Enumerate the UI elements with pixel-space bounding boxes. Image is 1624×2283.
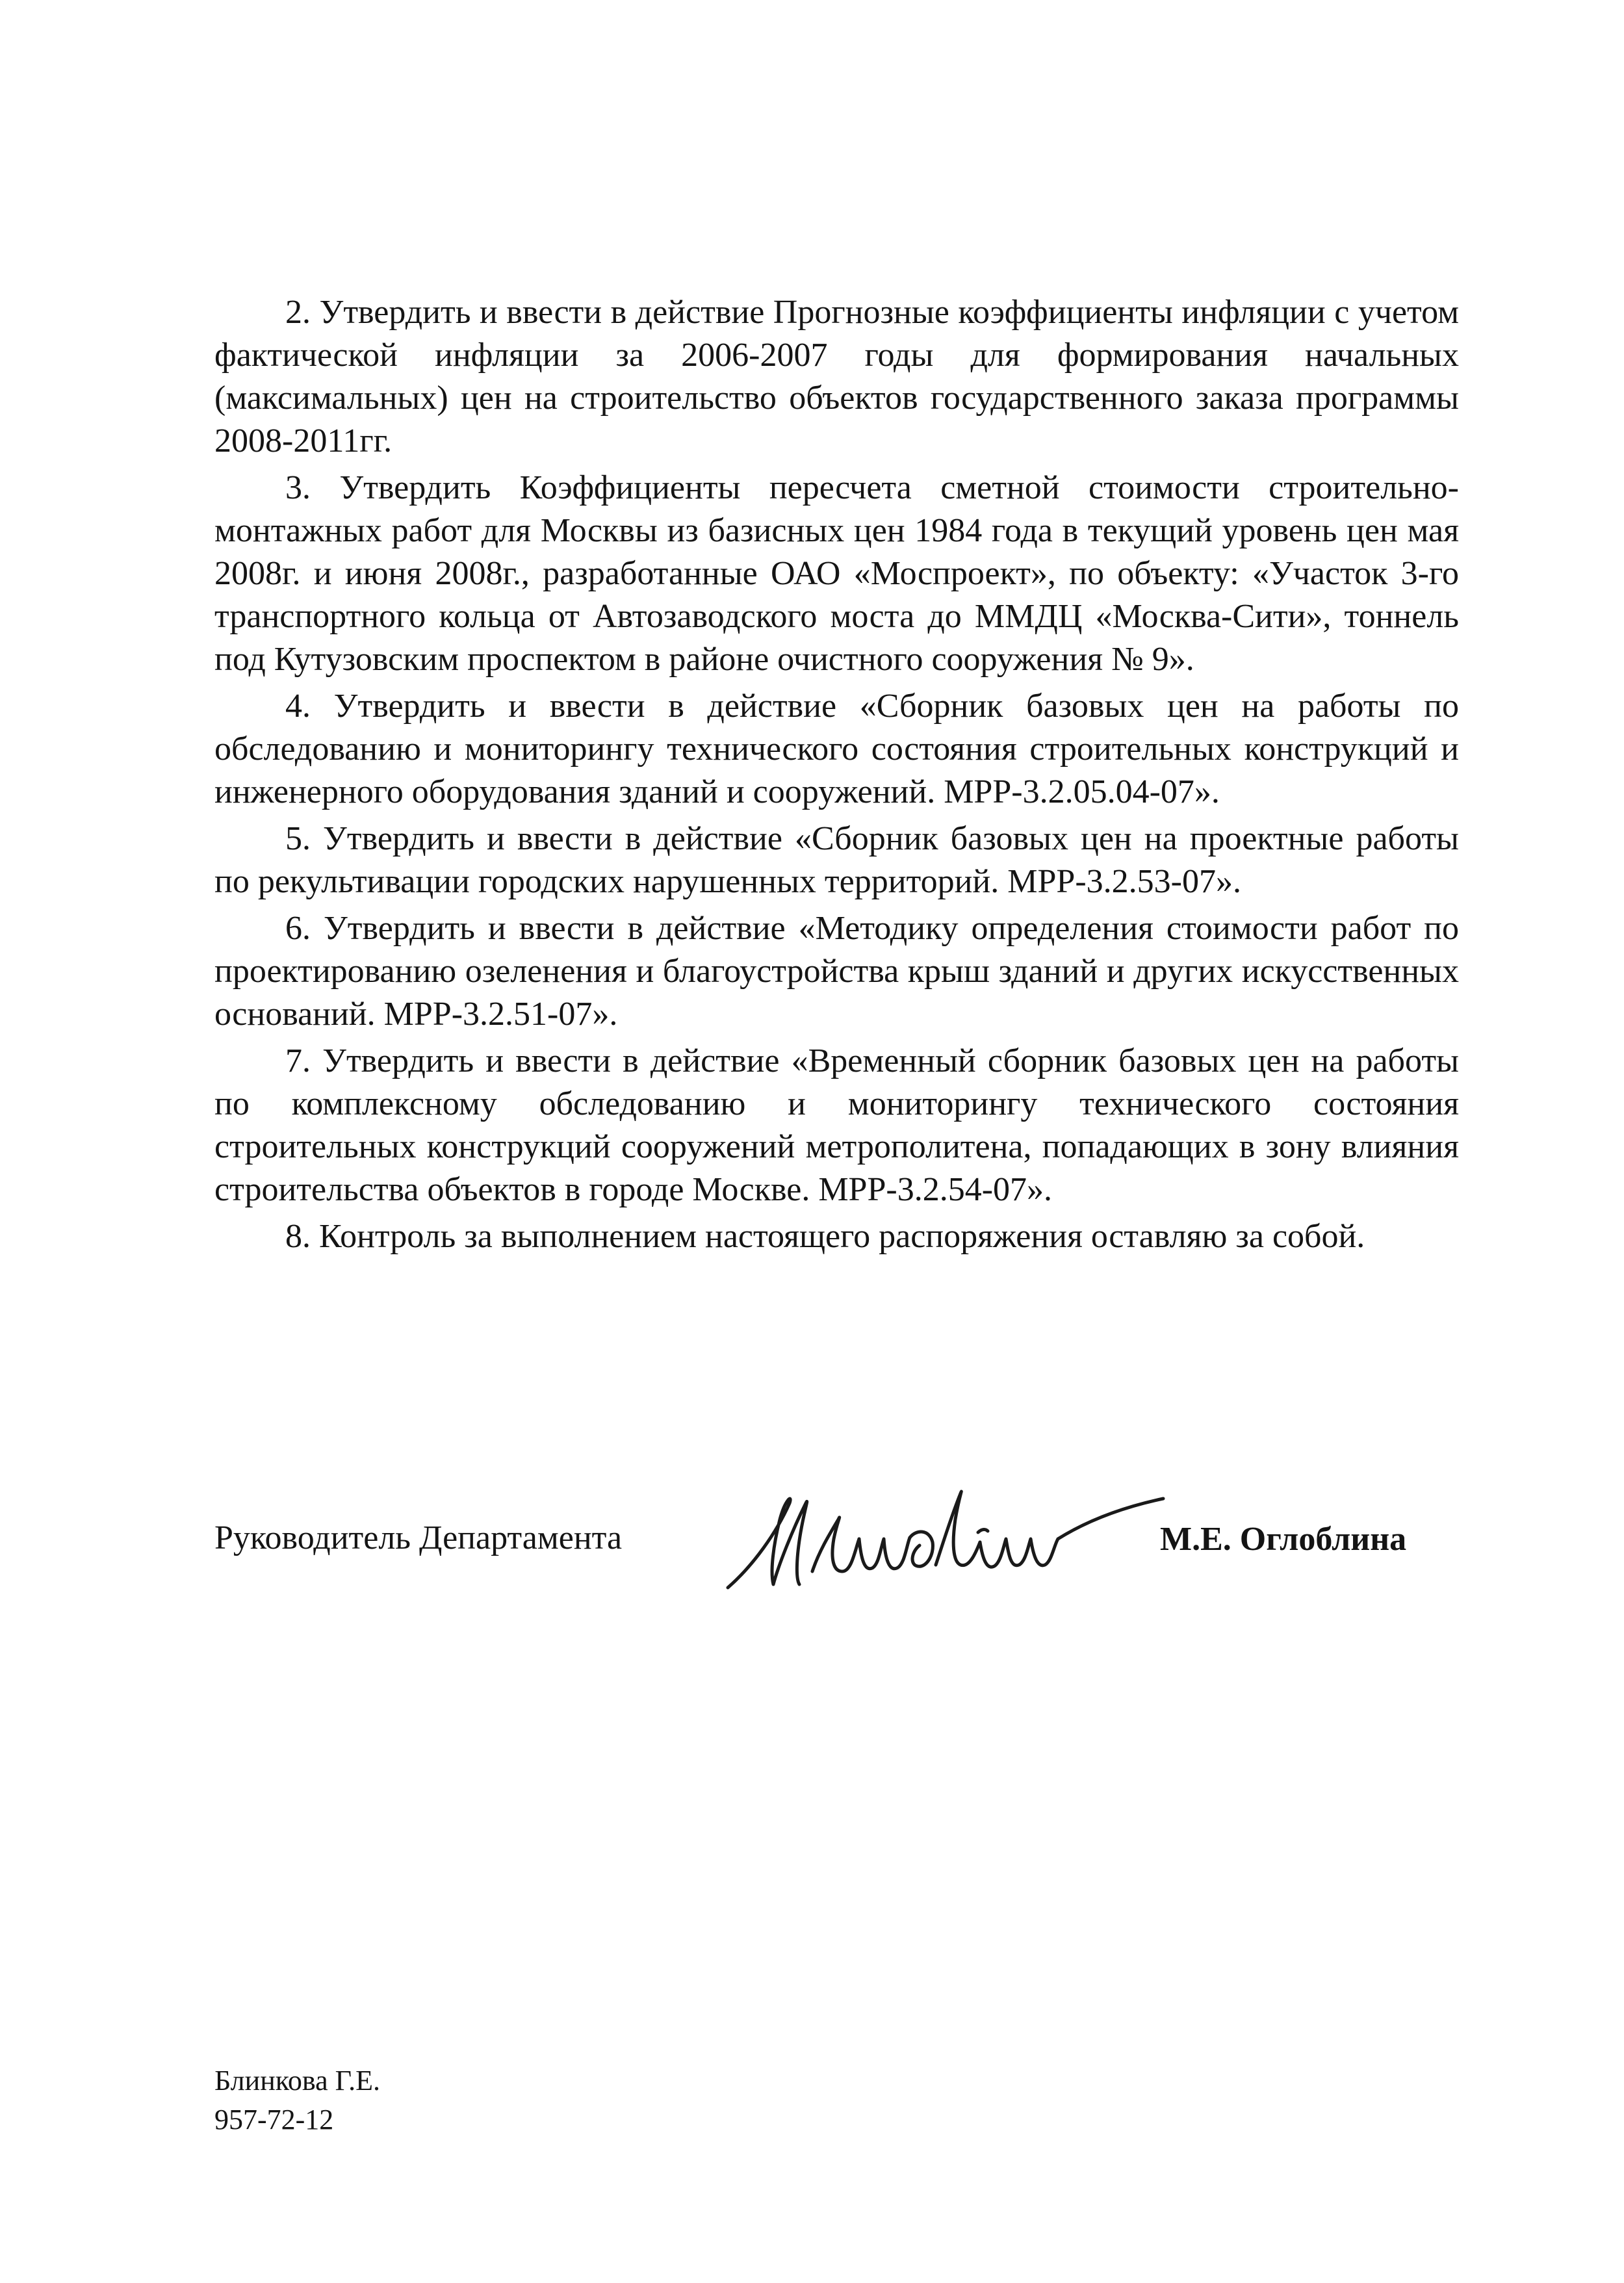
paragraph-8: 8. Контроль за выполнением настоящего распоряжения оставляю за собой.	[285, 1218, 1365, 1255]
signatory-name: М.Е. Оглоблина	[1160, 1521, 1407, 1558]
signatory-title: Руководитель Департамента	[214, 1519, 623, 1556]
handwritten-signature	[715, 1474, 1170, 1597]
paragraph-3: 3. Утвердить Коэффициенты пересчета сметной стоимости строительно-монтажных работ для Москвы из базисных цен 1984 года в текущий уровень цен мая 2008г. и июня 2008г., разработанные ОАО «Моспроект», по объекту: «Участок 3-го транспортного кольца от Автозаводского моста до ММДЦ «Москва-Сити», тоннель под Кутузовским проспектом в районе очистного сооружения № 9».	[214, 469, 1459, 678]
paragraph-2: 2. Утвердить и ввести в действие Прогнозные коэффициенты инфляции с учетом фактической инфляции за 2006-2007 годы для формирования начальных (максимальных) цен на строительство объектов государственного заказа программы 2008-2011гг.	[214, 294, 1459, 459]
executor-name: Блинкова Г.Е.	[214, 2065, 380, 2096]
paragraph-7: 7. Утвердить и ввести в действие «Временный сборник базовых цен на работы по комплексному обследованию и мониторингу технического состояния строительных конструкций сооружений метрополитена, попадающих в зону влияния строительства объектов в городе Москве. МРР-3.2.54-07».	[214, 1042, 1459, 1208]
executor-phone: 957-72-12	[214, 2104, 334, 2135]
paragraph-5: 5. Утвердить и ввести в действие «Сборник базовых цен на проектные работы по рекультивации городских нарушенных территорий. МРР-3.2.53-07».	[214, 820, 1459, 900]
paragraph-6: 6. Утвердить и ввести в действие «Методику определения стоимости работ по проектированию озеленения и благоустройства крыш зданий и других искусственных оснований. МРР-3.2.51-07».	[214, 910, 1459, 1033]
paragraph-4: 4. Утвердить и ввести в действие «Сборник базовых цен на работы по обследованию и мониторингу технического состояния строительных конструкций и инженерного оборудования зданий и сооружений. МРР-3.2.05.04-07».	[214, 688, 1459, 810]
document-body	[214, 291, 1459, 1262]
signature-block	[214, 1474, 1462, 1591]
executor-footer	[214, 2061, 380, 2139]
